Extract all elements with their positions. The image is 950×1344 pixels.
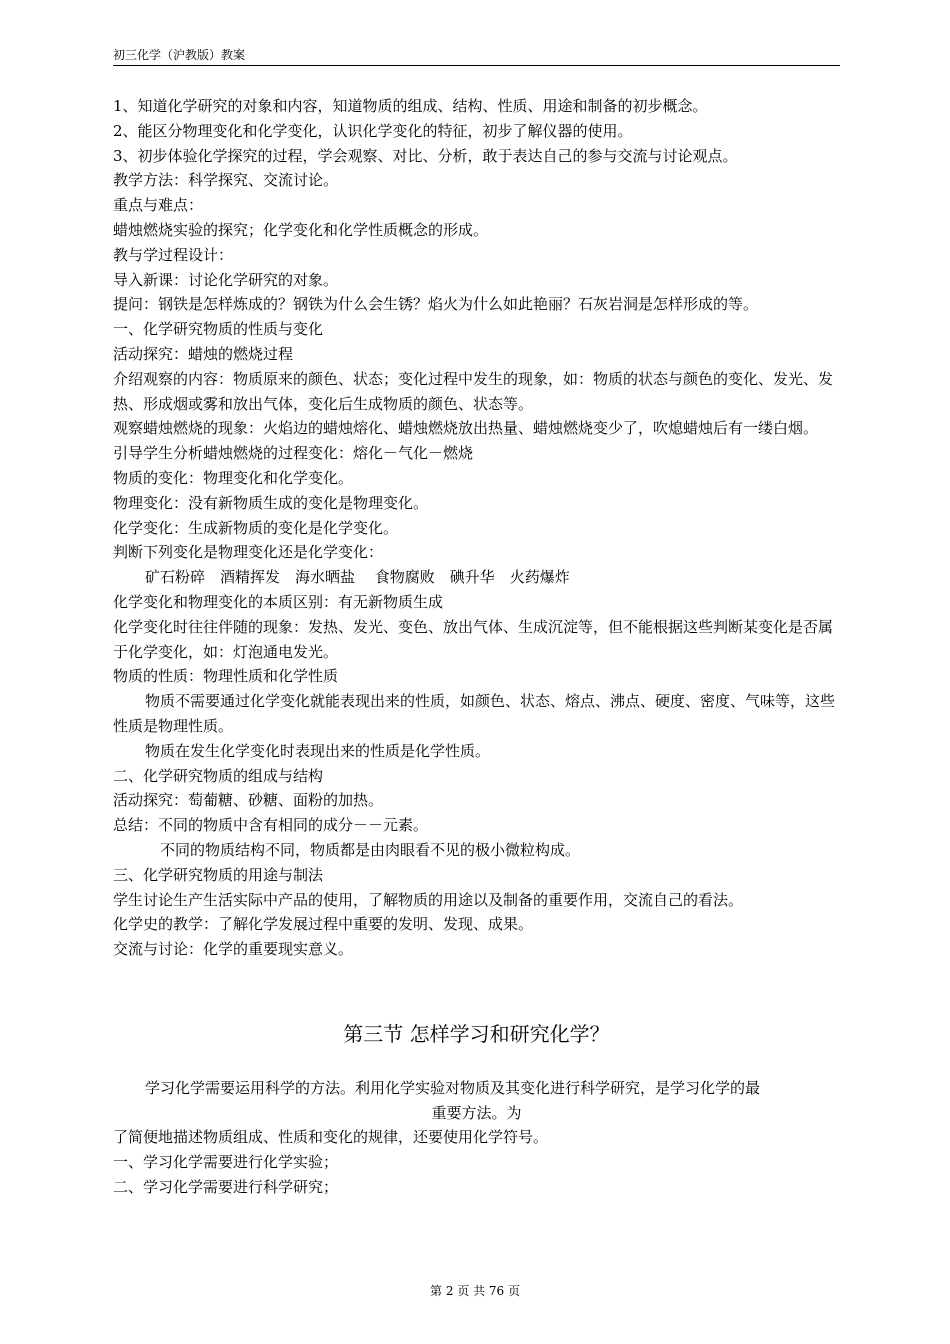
objective-3: 3、初步体验化学探究的过程，学会观察、对比、分析，敢于表达自己的参与交流与讨论观点。 (113, 146, 738, 165)
activity-heating: 活动探究：萄葡糖、砂糖、面粉的加热。 (113, 791, 384, 810)
activity-candle: 活动探究：蜡烛的燃烧过程 (113, 344, 294, 363)
physical-change-def: 物理变化：没有新物质生成的变化是物理变化。 (113, 493, 429, 512)
summary-elements: 总结：不同的物质中含有相同的成分－－元素。 (113, 816, 429, 835)
part-two-heading: 二、化学研究物质的组成与结构 (113, 766, 324, 785)
process-heading: 教与学过程设计： (113, 245, 234, 264)
part-one-heading: 一、化学研究物质的性质与变化 (113, 320, 324, 339)
teaching-method: 教学方法：科学探究、交流讨论。 (113, 171, 339, 190)
matter-changes: 物质的变化：物理变化和化学变化。 (113, 468, 354, 487)
candle-analysis: 引导学生分析蜡烛燃烧的过程变化：熔化－气化－燃烧 (113, 444, 474, 463)
page-content (113, 94, 840, 1200)
candle-observation: 观察蜡烛燃烧的现象：火焰边的蜡烛熔化、蜡烛燃烧放出热量、蜡烛燃烧变少了，吹熄蜡烛后有一缕白烟。 (113, 419, 819, 438)
judge-prompt: 判断下列变化是物理变化还是化学变化： (113, 543, 384, 562)
page-number: 第 2 页 共 76 页 (430, 1284, 520, 1298)
chemical-change-def: 化学变化：生成新物质的变化是化学变化。 (113, 518, 399, 537)
section-intro-line-2: 重要方法。为 (431, 1103, 522, 1122)
exchange-discussion: 交流与讨论：化学的重要现实意义。 (113, 940, 354, 959)
section-intro-line-3: 了简便地描述物质组成、性质和变化的规律，还要使用化学符号。 (113, 1128, 549, 1147)
properties-heading: 物质的性质：物理性质和化学性质 (113, 667, 339, 686)
physical-property-def: 物质不需要通过化学变化就能表现出来的性质，如颜色、状态、熔点、沸点、硬度、密度、气味等，这些性质是物理性质。 (113, 692, 836, 735)
student-discussion: 学生讨论生产生活实际中产品的使用，了解物质的用途以及制备的重要作用，交流自己的看法。 (113, 890, 744, 909)
key-points: 蜡烛燃烧实验的探究；化学变化和化学性质概念的形成。 (113, 220, 489, 239)
accompanying-phenomena: 化学变化时往往伴随的现象：发热、发光、变色、放出气体、生成沉淀等，但不能根据这些判断某变化是否属于化学变化，如：灯泡通电发光。 (113, 617, 834, 661)
page-header (113, 47, 840, 66)
chemical-property-def: 物质在发生化学变化时表现出来的性质是化学性质。 (145, 741, 491, 760)
essential-difference: 化学变化和物理变化的本质区别：有无新物质生成 (113, 592, 444, 611)
section-item-1: 一、学习化学需要进行化学实验； (113, 1153, 339, 1172)
section-title: 第三节 怎样学习和研究化学？ (343, 1021, 610, 1046)
change-examples: 矿石粉碎 酒精挥发 海水晒盐 食物腐败 碘升华 火药爆炸 (145, 568, 570, 587)
questions: 提问：钢铁是怎样炼成的？钢铁为什么会生锈？焰火为什么如此艳丽？石灰岩洞是怎样形成的等。 (113, 295, 759, 314)
objective-1: 1、知道化学研究的对象和内容，知道物质的组成、结构、性质、用途和制备的初步概念。 (113, 97, 708, 115)
intro-lesson: 导入新课：讨论化学研究的对象。 (113, 270, 339, 289)
objective-2: 2、能区分物理变化和化学变化，认识化学变化的特征，初步了解仪器的使用。 (113, 121, 633, 140)
section-item-2: 二、学习化学需要进行科学研究； (113, 1178, 339, 1197)
observation-content: 介绍观察的内容：物质原来的颜色、状态；变化过程中发生的现象，如：物质的状态与颜色的变化、发光、发热、形成烟或雾和放出气体，变化后生成物质的颜色、状态等。 (113, 369, 834, 413)
key-points-heading: 重点与难点： (113, 196, 204, 215)
section-intro-line-1: 学习化学需要运用科学的方法。利用化学实验对物质及其变化进行科学研究，是学习化学的最 (145, 1078, 761, 1097)
summary-particles: 不同的物质结构不同，物质都是由肉眼看不见的极小微粒构成。 (160, 840, 581, 859)
page-footer (0, 1283, 950, 1299)
header-title: 初三化学（沪教版）教案 (113, 48, 246, 62)
part-three-heading: 三、化学研究物质的用途与制法 (113, 865, 324, 884)
section-spacer (113, 962, 840, 988)
chemistry-history: 化学史的教学：了解化学发展过程中重要的发明、发现、成果。 (113, 915, 534, 934)
